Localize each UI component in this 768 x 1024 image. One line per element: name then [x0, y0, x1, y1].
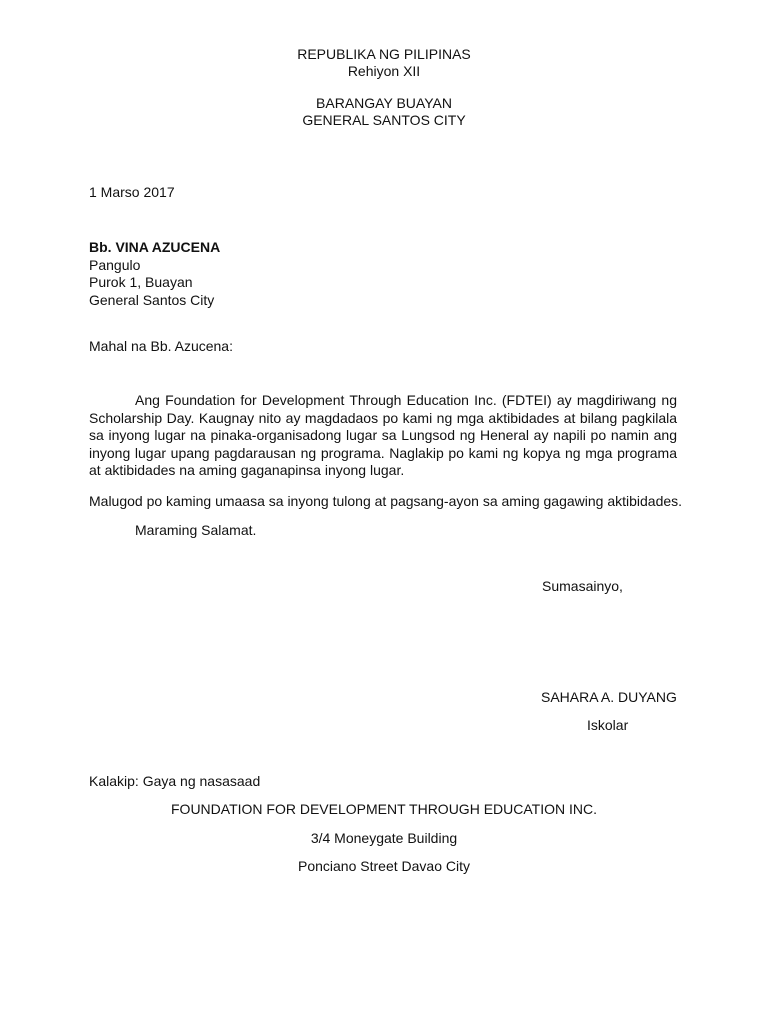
- enclosure-org: FOUNDATION FOR DEVELOPMENT THROUGH EDUCATION INC.: [171, 801, 597, 817]
- enclosure-address-1: 3/4 Moneygate Building: [310, 830, 458, 846]
- header-barangay: BARANGAY BUAYAN: [316, 95, 452, 111]
- signatory-name: SAHARA A. DUYANG: [541, 689, 677, 705]
- header-republic: REPUBLIKA NG PILIPINAS: [297, 46, 471, 62]
- recipient-address-1: Purok 1, Buayan: [89, 274, 193, 290]
- body-paragraph-1: [89, 392, 677, 480]
- header-city: GENERAL SANTOS CITY: [302, 112, 466, 128]
- signatory-title: Iskolar: [587, 717, 629, 733]
- body-paragraph-1-text: Ang Foundation for Development Through Education Inc. (FDTEI) ay magdiriwang ng Scholarship Day. Kaugnay nito ay magdadaos po kami ng mga aktibidades at bilang pagkilala sa inyong lugar na pinaka-organisadong lugar sa Lungsod ng Heneral ay napili po namin ang inyong lugar upang pagdarausan ng programa. Naglakip po kami ng kopya ng mga programa at aktibidades na aming gaganapinsa inyong lugar.: [89, 392, 677, 478]
- letter-date: 1 Marso 2017: [89, 184, 175, 200]
- thanks-line: Maraming Salamat.: [135, 522, 257, 538]
- enclosure-label: Kalakip: Gaya ng nasasaad: [89, 773, 261, 789]
- complimentary-close: Sumasainyo,: [542, 578, 623, 594]
- enclosure-address-2: Ponciano Street Davao City: [298, 858, 470, 874]
- body-paragraph-2: Malugod po kaming umaasa sa inyong tulong at pagsang-ayon sa aming gagawing aktibidades.: [89, 493, 683, 509]
- recipient-name: Bb. VINA AZUCENA: [89, 239, 221, 255]
- recipient-address-2: General Santos City: [89, 292, 215, 308]
- recipient-title: Pangulo: [89, 257, 141, 273]
- header-region: Rehiyon XII: [347, 63, 421, 79]
- salutation: Mahal na Bb. Azucena:: [89, 338, 233, 354]
